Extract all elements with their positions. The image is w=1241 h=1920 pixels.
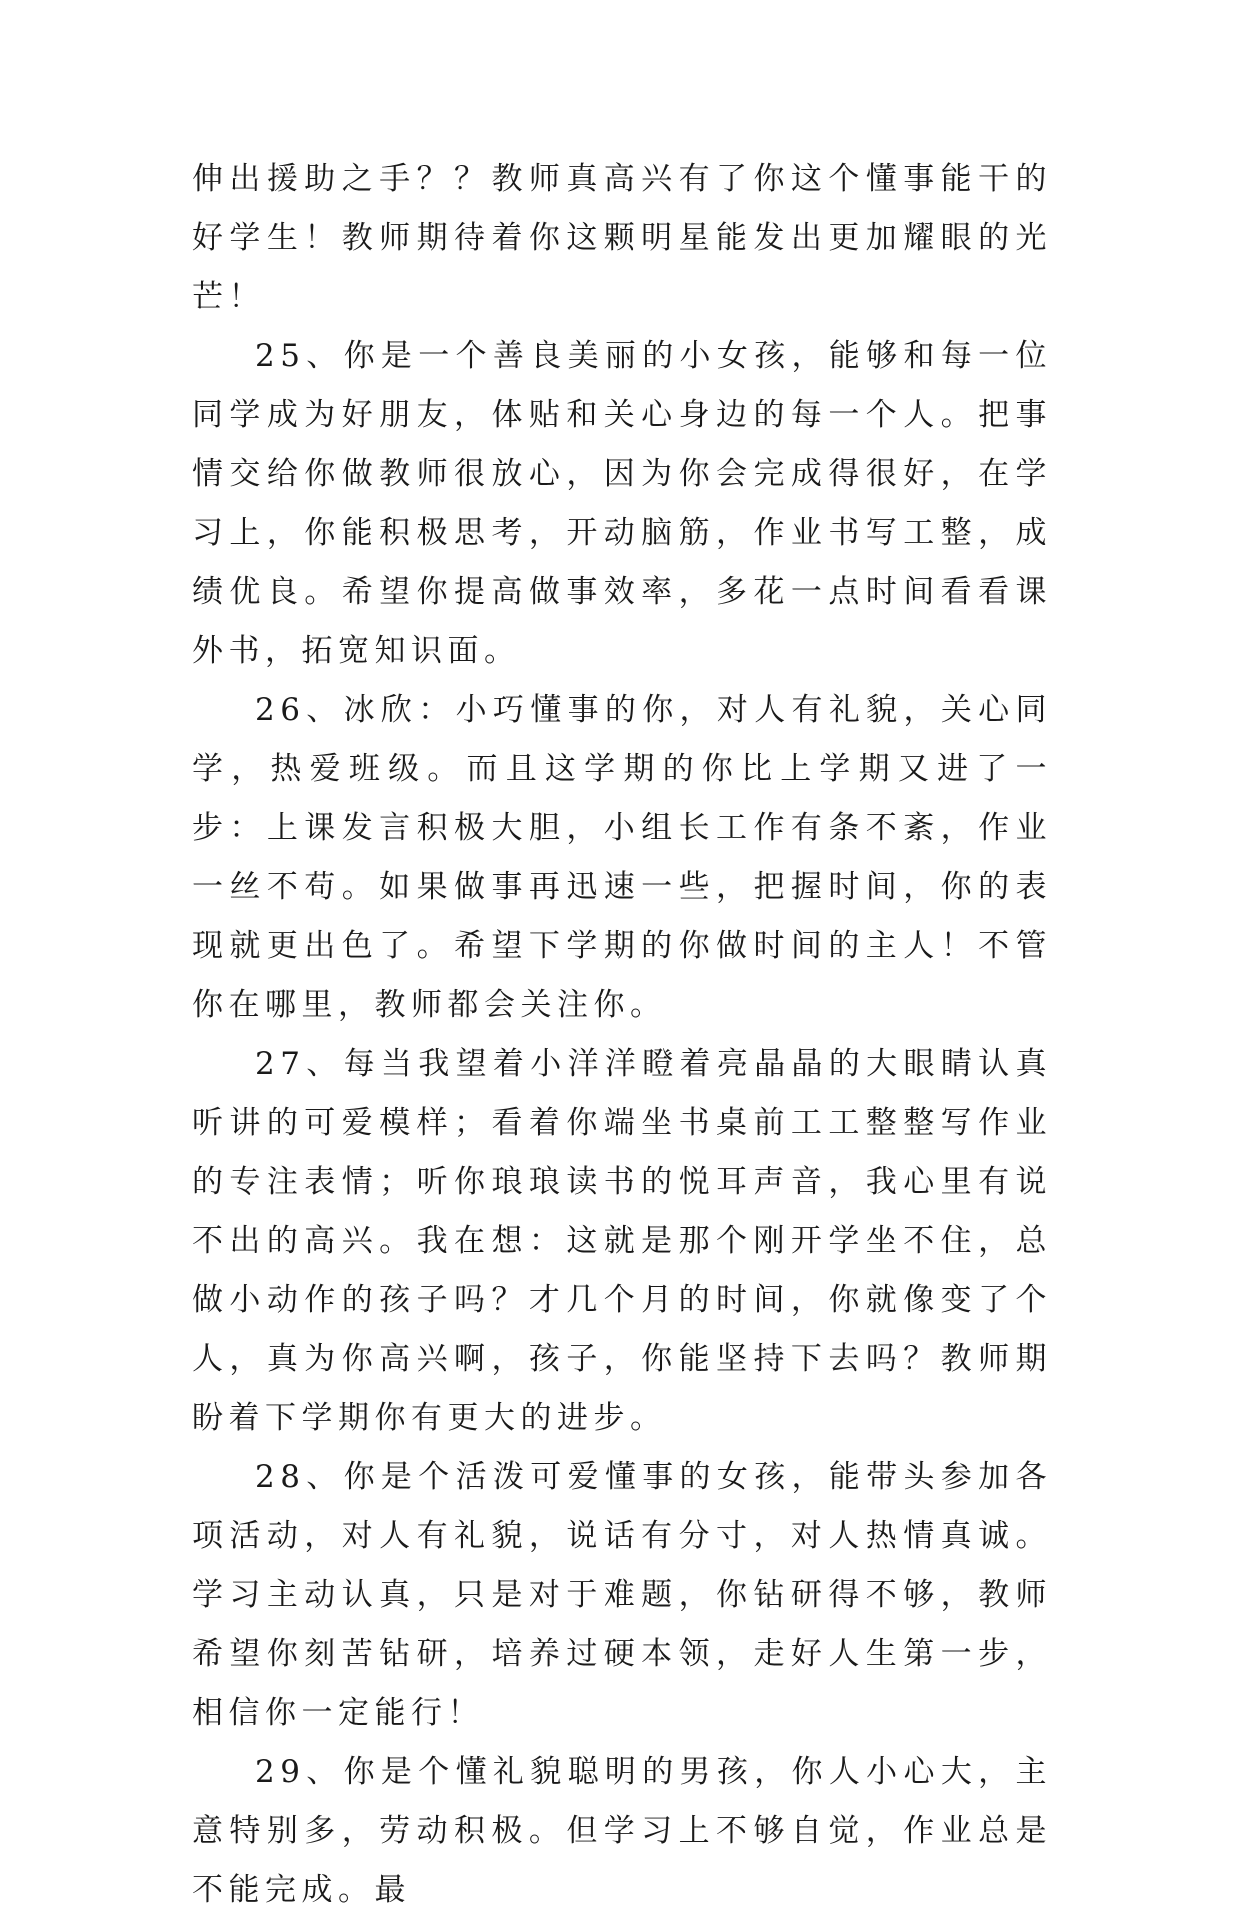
- paragraph-continuation: 伸出援助之手？？教师真高兴有了你这个懂事能干的好学生！教师期待着你这颗明星能发出更加耀眼的光芒！: [192, 161, 1052, 315]
- document-body: [192, 150, 1052, 1920]
- paragraph-comment-29: 29、你是个懂礼貌聪明的男孩，你人小心大，主意特别多，劳动积极。但学习上不够自觉，作业总是不能完成。最: [192, 1754, 1052, 1908]
- paragraph-comment-28: 28、你是个活泼可爱懂事的女孩，能带头参加各项活动，对人有礼貌，说话有分寸，对人热情真诚。学习主动认真，只是对于难题，你钻研得不够，教师希望你刻苦钻研，培养过硬本领，走好人生第一步，相信你一定能行！: [192, 1459, 1052, 1731]
- paragraph-comment-26: 26、冰欣：小巧懂事的你，对人有礼貌，关心同学，热爱班级。而且这学期的你比上学期又进了一步：上课发言积极大胆，小组长工作有条不紊，作业一丝不苟。如果做事再迅速一些，把握时间，你的表现就更出色了。希望下学期的你做时间的主人！不管你在哪里，教师都会关注你。: [192, 692, 1052, 1023]
- paragraph-comment-27: 27、每当我望着小洋洋瞪着亮晶晶的大眼睛认真听讲的可爱模样；看着你端坐书桌前工工整整写作业的专注表情；听你琅琅读书的悦耳声音，我心里有说不出的高兴。我在想：这就是那个刚开学坐不住，总做小动作的孩子吗？才几个月的时间，你就像变了个人，真为你高兴啊，孩子，你能坚持下去吗？教师期盼着下学期你有更大的进步。: [192, 1046, 1052, 1436]
- paragraph-comment-25: 25、你是一个善良美丽的小女孩，能够和每一位同学成为好朋友，体贴和关心身边的每一个人。把事情交给你做教师很放心，因为你会完成得很好，在学习上，你能积极思考，开动脑筋，作业书写工整，成绩优良。希望你提高做事效率，多花一点时间看看课外书，拓宽知识面。: [192, 338, 1052, 669]
